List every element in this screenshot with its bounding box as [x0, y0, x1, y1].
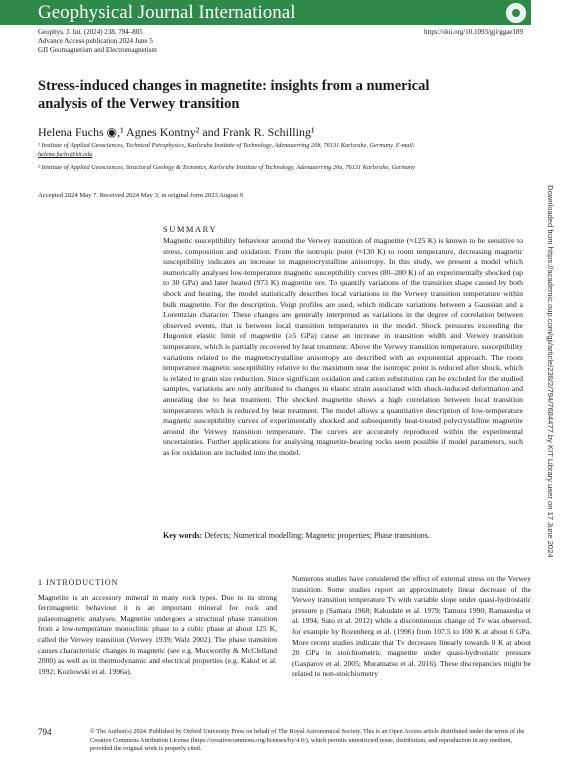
author-list: Helena Fuchs ◉,¹ Agnes Kontny² and Frank R. Schilling¹ [38, 125, 315, 139]
article-title: Stress-induced changes in magnetite: insights from a numerical analysis of the Verwey transition [38, 78, 430, 112]
download-watermark: Downloaded from https://academic.oup.com/gji/article/238/2/794/7684477 by KIT Library user on 17 June 2024 [546, 185, 555, 558]
affiliation-2: ² Institute of Applied Geosciences, Structural Geology & Tectonics, Karlsruhe Institute of Technology, Adenauerring 20a, 76131 Karlsruhe, Germany [38, 164, 415, 171]
author-email-link[interactable]: helena.fuchs@kit.edu [38, 151, 93, 158]
affiliation-1-text: ¹ Institute of Applied Geosciences, Technical Petrophysics, Karlsruhe Institute of Technology, Adenauerring 20b, 76131 Karlsruhe, Germany. E-mail: [38, 142, 415, 149]
copyright-notice: © The Author(s) 2024. Published by Oxford University Press on behalf of The Royal Astronomical Society. This is an Open Access article distributed under the terms of the Creative Commons Attribution License (https://creativecommons.org/licenses/by/4.0/), which permits unrestricted reuse, distribution, and reproduction in any medium, provided the original work is properly cited. [90, 728, 525, 752]
keywords-text: Defects; Numerical modelling; Magnetic properties; Phase transitions. [204, 531, 430, 540]
journal-banner [0, 0, 531, 25]
summary-text: Magnetic susceptibility behaviour around the Verwey transition of magnetite (≈125 K) is known to be sensitive to stress, composition and oxidation. From the isotropic point (≈130 K) to room temperature, decreasing magnetic susceptibility indicates an increase in magnetocrystalline anisotropy. In this study, we present a model which numerically analyses low-temperature magnetic susceptibility curves (80–280 K) of an experimentally shocked (up to 30 GPa) and later heated (973 K) magnetite ore. To quantify variations of the transition shape caused by both shock and heating, the model statistically describes local variations in the Verwey transition temperature within bulk magnetite. For the description, Voigt profiles are used, which indicate variations between a Gaussian and a Lorentzian character. These changes are generally interpreted as variations in the degree of correlation between observed events, that is between local transition temperatures in the model. Shock pressures exceeding the Hugoniot elastic limit of magnetite (≥5 GPa) cause an increase in transition width and Verwey transition temperature, which is partially recovered by heat treatment. Above the Verwey transition temperature, susceptibility variations related to the magnetocrystalline anisotropy are described with an exponential approach. The room temperature magnetic susceptibility relative to the maximum near the isotropic point is reduced after shock, which is related to grain size reduction. Since significant oxidation and cation substitution can be excluded for the studied samples, variations are only attributed to changes in elastic strain associated with shock-induced deformation and annealing due to heat treatment. The shocked magnetite shows a high correlation between local transition temperatures which is reduced by heat treatment. The model allows a quantitative description of low-temperature magnetic susceptibility curves of experimentally shocked and subsequently heat-treated polycrystalline magnetite around the Verwey transition temperature. The curves are accurately reproduced within the experimental uncertainties. Further applications for analysing magnetite-bearing rocks seem possible if model parameters, such as for oxidation are included into the model. [163, 236, 523, 457]
intro-left-column [38, 574, 277, 677]
journal-title: Geophysical Journal International [38, 2, 296, 23]
accepted-dates: Accepted 2024 May 7. Received 2024 May 3; in original form 2023 August 9 [38, 192, 244, 199]
keywords-label: Key words: [163, 531, 203, 540]
advance-access-line: Advance Access publication 2024 June 5 [38, 37, 153, 45]
citation-line: Geophys. J. Int. (2024) 238, 794–805 [38, 28, 143, 36]
intro-right-column [292, 574, 531, 680]
summary-heading: SUMMARY [163, 224, 217, 234]
keywords [163, 531, 523, 540]
affiliation-1 [38, 141, 508, 159]
intro-left-text: Magnetite is an accessory mineral in many rock types. Due to its strong ferrimagnetic behaviour it is an important mineral for rock and palaeomagnetic analyses. Magnetite undergoes a structural phase transition from a low-temperature monoclinic phase to a cubic phase at about 125 K, called the Verwey transition (Verwey 1939; Walz 2002). The phase transition causes characteristic changes in magnetic (see e.g. Muxworthy & McClelland 2000) as well as in thermodynamic and electrical properties (e.g. Kakol et al. 1992; Kozlowski et al. 1996a). [38, 592, 277, 676]
intro-right-text: Numerous studies have considered the effect of external stress on the Verwey transition. Some studies report an approximately linear decrease of the Verwey transition temperature Tv with variable slope under quasi-hydrostatic pressure p (Samara 1968; Kakudate et al. 1979; Tamura 1990; Ramasesha et al. 1994; Sato et al. 2012) while a discontinuous change of Tv was observed, for example by Rozenberg et al. (1996) from 107.5 to 100 K at about 6 GPa. More recent studies indicate that Tv decreases linearly towards 0 K at about 20 GPa in stoichiometric magnetite under quasi-hydrostatic pressure (Gasparov et al. 2005; Muramatsu et al. 2016). These discrepancies might be related to non-stoichiometry [292, 574, 531, 679]
introduction-heading: 1 INTRODUCTION [38, 578, 119, 587]
page-number: 794 [38, 727, 52, 737]
doi-link[interactable]: https://doi.org/10.1093/gji/ggae189 [423, 28, 523, 36]
oup-open-access-logo-icon [506, 3, 526, 23]
journal-section: GJI Geomagnetism and Electromagnetism [38, 46, 157, 54]
